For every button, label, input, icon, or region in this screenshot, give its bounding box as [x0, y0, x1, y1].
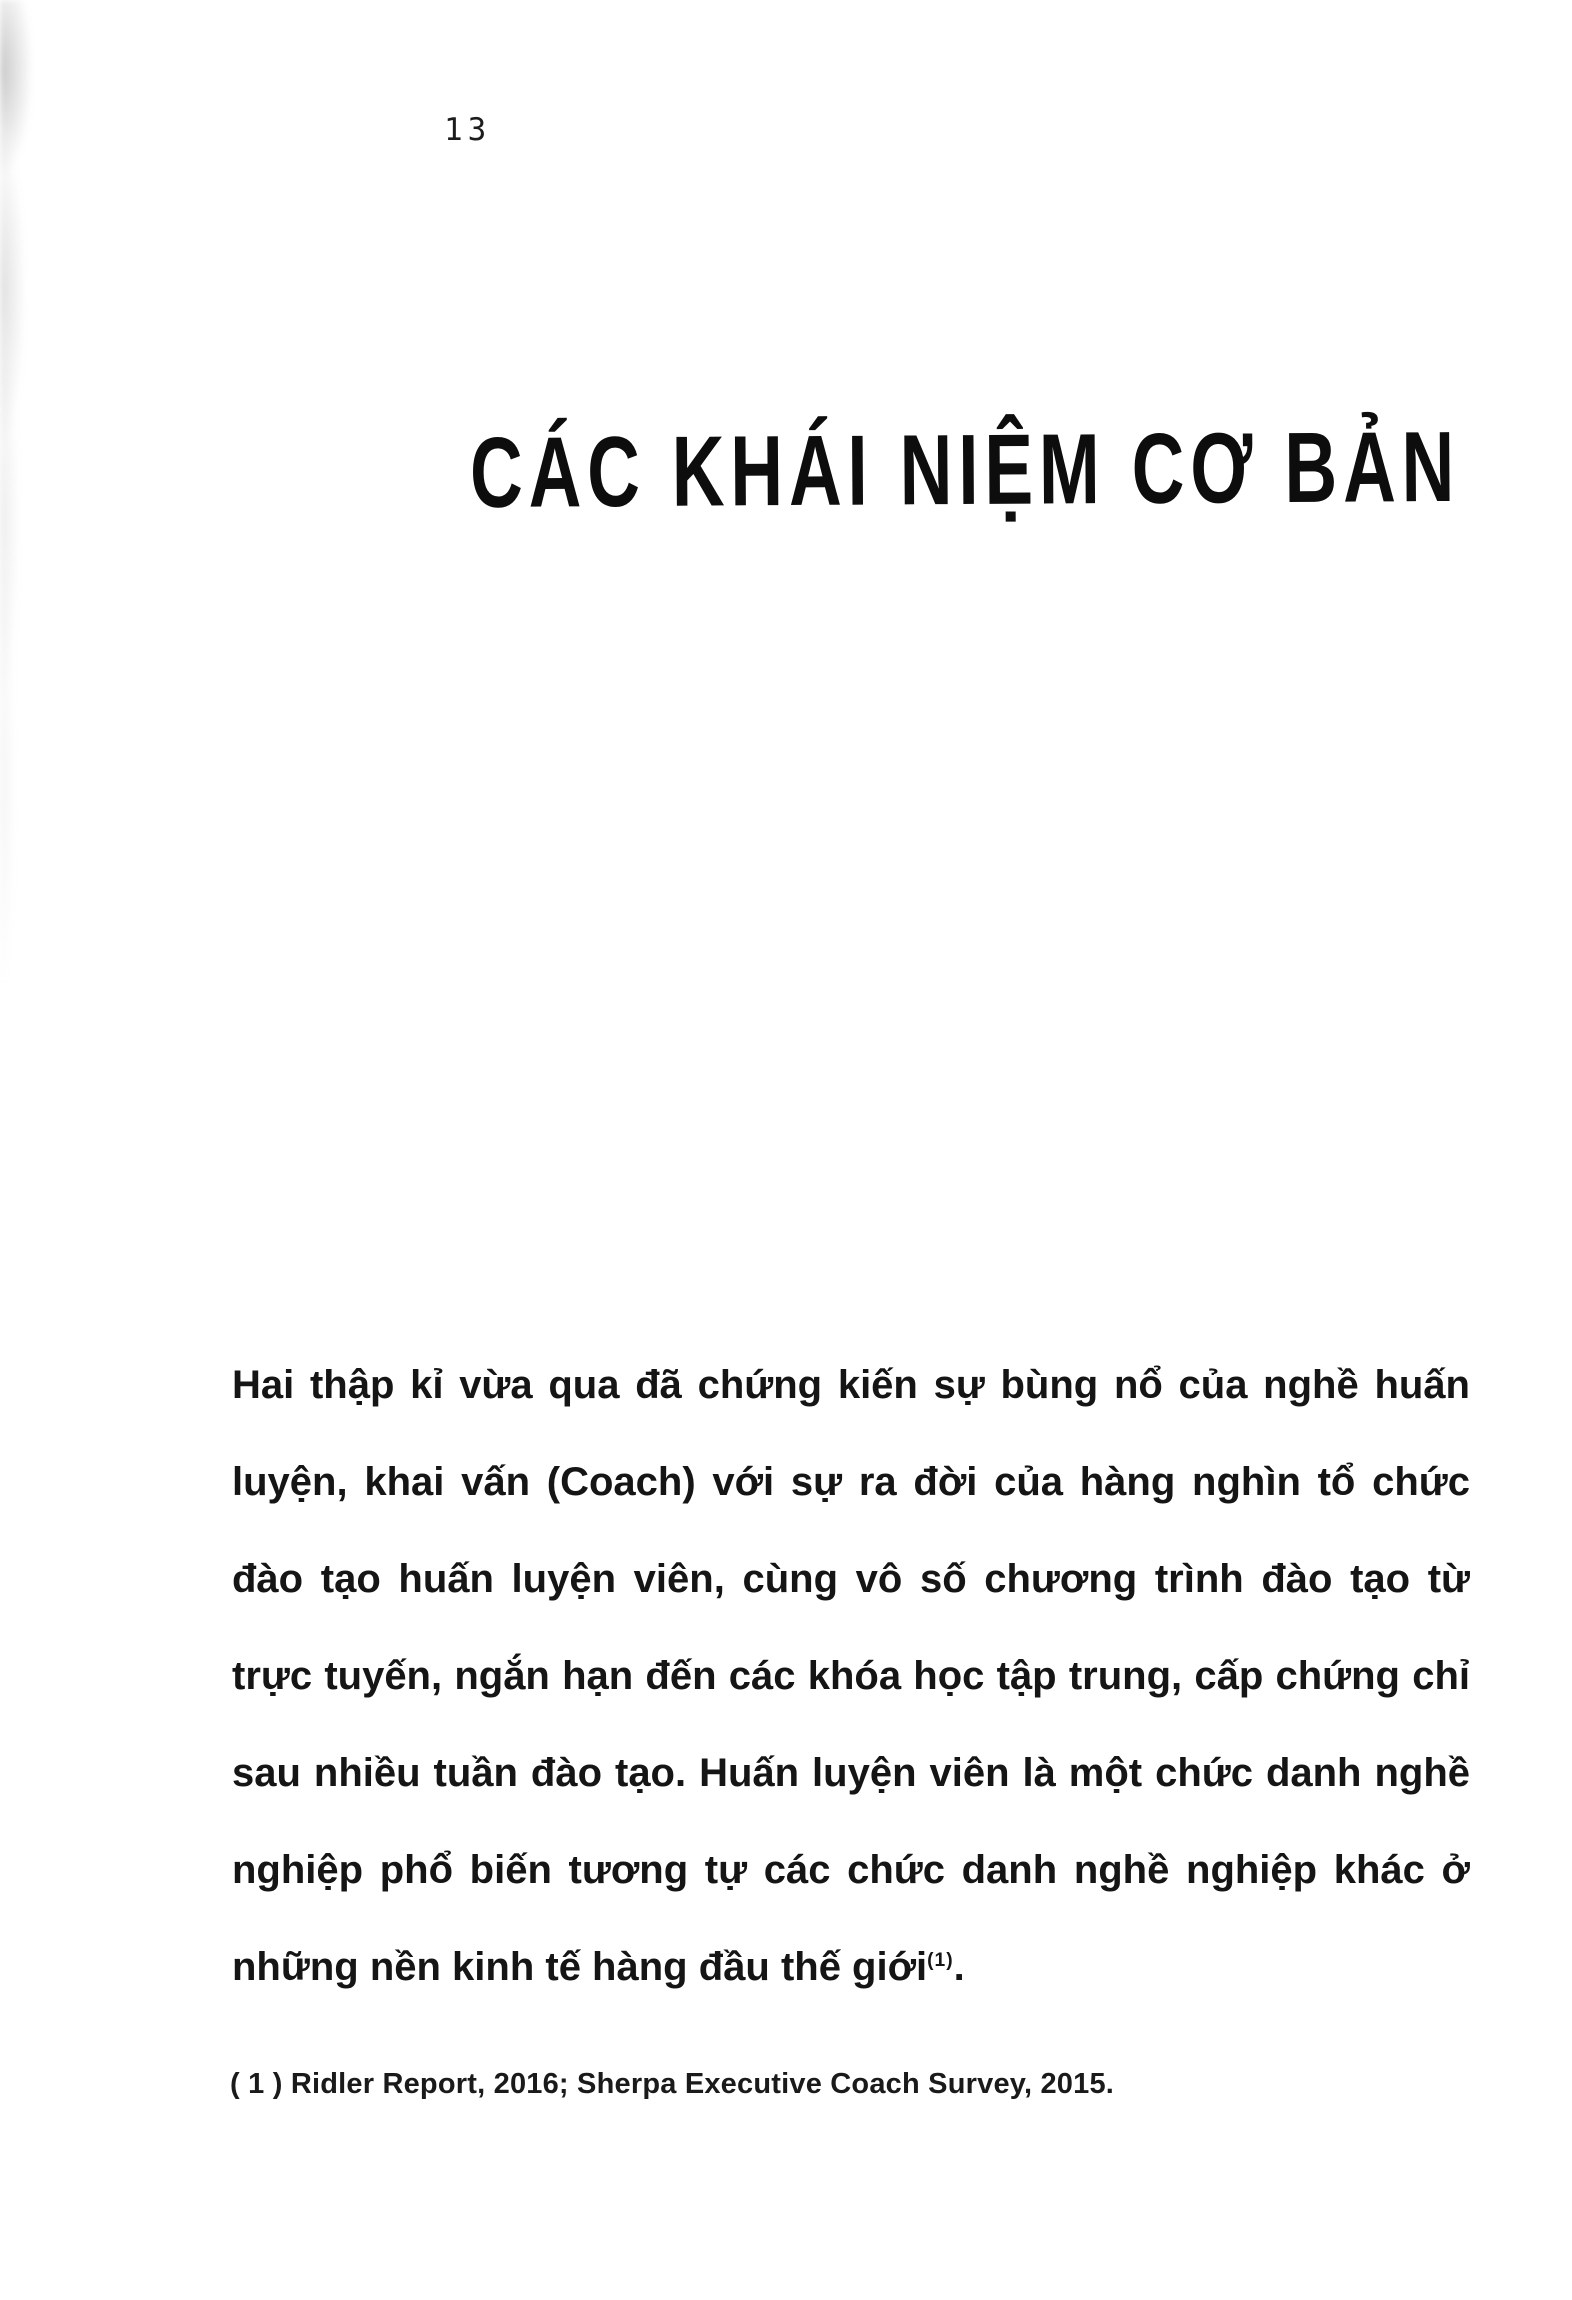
paragraph-line: luyện, khai vấn (Coach) với sự ra đời của hàng nghìn tổ chức	[232, 1460, 1470, 1504]
paragraph-line: trực tuyến, ngắn hạn đến các khóa học tập trung, cấp chứng chỉ	[232, 1654, 1470, 1698]
paragraph-last-line	[232, 1919, 1470, 2016]
paragraph-line: đào tạo huấn luyện viên, cùng vô số chương trình đào tạo từ	[232, 1557, 1470, 1601]
paragraph-line: Hai thập kỉ vừa qua đã chứng kiến sự bùng nổ của nghề huấn	[232, 1363, 1470, 1407]
footnote: ( 1 ) Ridler Report, 2016; Sherpa Executive Coach Survey, 2015.	[230, 2068, 1115, 2100]
last-line-period: .	[953, 1945, 965, 1989]
body-paragraph	[232, 1337, 1470, 2016]
paragraph-line: sau nhiều tuần đào tạo. Huấn luyện viên là một chức danh nghề	[232, 1751, 1470, 1795]
paragraph-line: nghiệp phổ biến tương tự các chức danh nghề nghiệp khác ở	[232, 1848, 1470, 1892]
footnote-reference-superscript: (1)	[927, 1950, 954, 1971]
scan-edge-artifact	[0, 0, 40, 980]
chapter-title: CÁC KHÁI NIỆM CƠ BẢN	[469, 410, 1461, 529]
last-line-text: những nền kinh tế hàng đầu thế giới	[232, 1945, 928, 1989]
page-number: 13	[444, 112, 492, 148]
